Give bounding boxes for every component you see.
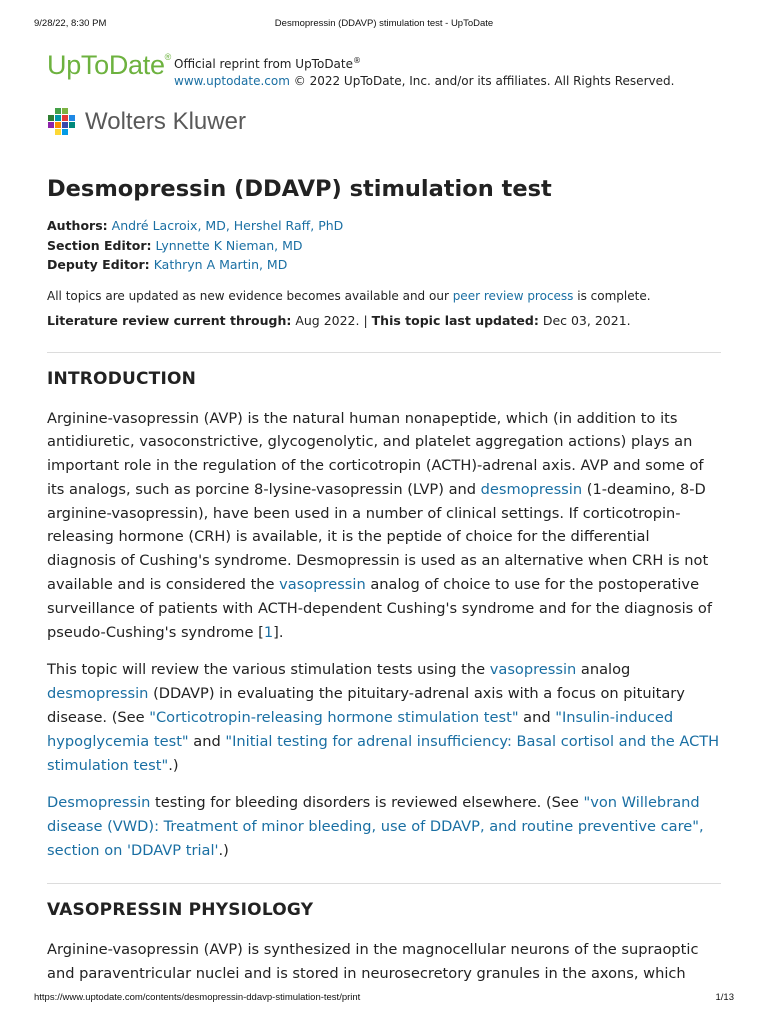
intro-paragraph-1: Arginine-vasopressin (AVP) is the natural human nonapeptide, which (in addition to its antidiuretic, vasoconstrictive, glycogenolytic, and platelet aggregation actions) plays an important role in the regulation of the corticotropin (ACTH)-adrenal axis. AVP and some of its analogs, such as porcine 8-lysine-vasopressin (LVP) and desmopressin (1-deamino, 8-D arginine-vasopressin), have been used in a number of clinical settings. If corticotropin-releasing hormone (CRH) is available, it is the peptide of choice for the differential diagnosis of Cushing's syndrome. Desmopressin is used as an alternative when CRH is not available and is considered the vasopressin analog of choice to use for the postoperative surveillance of patients with ACTH-dependent Cushing's syndrome and for the diagnosis of pseudo-Cushing's syndrome [1].: [47, 409, 712, 641]
section-divider: [47, 883, 721, 884]
desmopressin-link[interactable]: Desmopressin: [47, 794, 151, 812]
deputy-editor-link[interactable]: Kathryn A Martin, MD: [153, 257, 288, 272]
print-title: Desmopressin (DDAVP) stimulation test - UpToDate: [274, 18, 494, 29]
brand-row: [47, 48, 721, 98]
crh-test-link[interactable]: "Corticotropin-releasing hormone stimulation test": [149, 709, 519, 727]
authors-link[interactable]: André Lacroix, MD, Hershel Raff, PhD: [111, 218, 344, 233]
wolters-kluwer-logo-icon: [47, 106, 79, 138]
peer-review-link[interactable]: peer review process: [452, 288, 574, 303]
uptodate-logo: UpToDate®: [47, 50, 172, 80]
physiology-paragraph-1: Arginine-vasopressin (AVP) is synthesized in the magnocellular neurons of the supraoptic and paraventricular nuclei and is stored in neurosecretory granules in the axons, which: [47, 940, 699, 982]
reprint-label: Official reprint from UpToDate: [174, 57, 353, 71]
print-date: 9/28/22, 8:30 PM: [34, 18, 107, 29]
introduction-heading: INTRODUCTION: [47, 368, 197, 389]
desmopressin-link[interactable]: desmopressin: [47, 685, 149, 703]
authors-line: [47, 216, 721, 236]
vasopressin-link[interactable]: vasopressin: [489, 661, 577, 679]
section-editor-line: [47, 236, 721, 256]
topic-title: Desmopressin (DDAVP) stimulation test: [47, 176, 552, 202]
desmopressin-link[interactable]: desmopressin: [480, 480, 583, 498]
page-number: 1/13: [715, 992, 734, 1003]
hypoglycemia-test-link[interactable]: "Insulin-induced hypoglycemia test": [47, 709, 674, 750]
print-footer: [34, 992, 734, 1006]
adrenal-insufficiency-link[interactable]: "Initial testing for adrenal insufficiency: Basal cortisol and the ACTH stimulation test": [47, 732, 720, 774]
document-content: [47, 48, 721, 999]
reprint-notice: Official reprint from UpToDate® www.uptodate.com © 2022 UpToDate, Inc. and/or its affiliates. All Rights Reserved.: [174, 56, 675, 88]
intro-paragraph-2: This topic will review the various stimulation tests using the vasopressin analog desmopressin (DDAVP) in evaluating the pituitary-adrenal axis with a focus on pituitary disease. (See "Corticotropin-releasing hormone stimulation test" and "Insulin-induced hypoglycemia test" and "Initial testing for adrenal insufficiency: Basal cortisol and the ACTH stimulation test".): [47, 661, 720, 774]
copyright-text: © 2022 UpToDate, Inc. and/or its affiliates. All Rights Reserved.: [289, 74, 675, 88]
deputy-editor-line: [47, 255, 721, 275]
update-note: All topics are updated as new evidence becomes available and our peer review process is complete.: [47, 288, 651, 303]
section-editor-link[interactable]: Lynnette K Nieman, MD: [155, 237, 303, 253]
uptodate-site-link[interactable]: www.uptodate.com: [174, 74, 290, 88]
publisher-row: [47, 106, 721, 158]
print-url: https://www.uptodate.com/contents/desmopressin-ddavp-stimulation-test/print: [34, 992, 361, 1003]
physiology-heading: VASOPRESSIN PHYSIOLOGY: [47, 899, 314, 920]
intro-paragraph-3: Desmopressin testing for bleeding disorders is reviewed elsewhere. (See "von Willebrand disease (VWD): Treatment of minor bleeding, use of DDAVP, and routine preventive care", section on 'DDAVP trial'.): [47, 794, 704, 860]
vasopressin-link[interactable]: vasopressin: [279, 576, 366, 594]
authors-label: Authors:: [47, 218, 108, 233]
literature-review-line: Literature review current through: Aug 2022. | This topic last updated: Dec 03, 2021.: [47, 312, 631, 328]
reference-link[interactable]: 1: [263, 623, 274, 641]
section-editor-label: Section Editor:: [47, 237, 152, 253]
deputy-editor-label: Deputy Editor:: [47, 257, 150, 272]
publisher-name: Wolters Kluwer: [85, 108, 246, 135]
vwd-link[interactable]: "von Willebrand disease (VWD): Treatment of minor bleeding, use of DDAVP, and routine preventive care", section on 'DDAVP trial': [47, 794, 704, 860]
print-header: [34, 18, 734, 32]
section-divider: [47, 352, 721, 353]
